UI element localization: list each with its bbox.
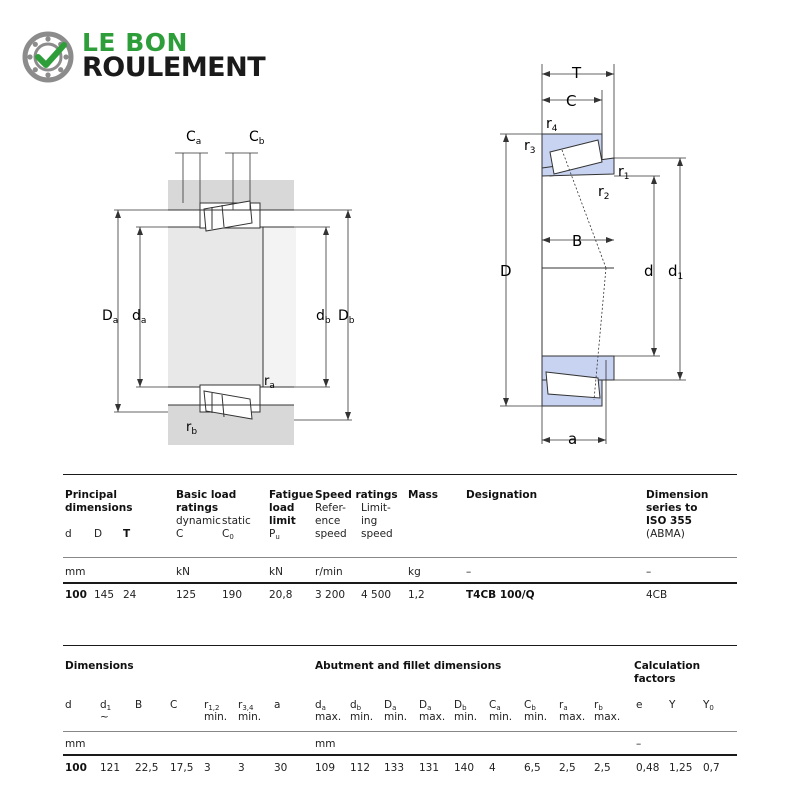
- th2-Y0: $Y_0$: [703, 699, 714, 712]
- label-rb: $r_b$: [186, 420, 198, 437]
- label-r4: $r_4$: [546, 116, 558, 134]
- label-db: $d_b$: [316, 308, 331, 326]
- label-ca: $C_a$: [186, 129, 202, 147]
- th2-da: $d_a$: [315, 699, 326, 712]
- label-cb: $C_b$: [249, 129, 265, 147]
- th2-Da1-q: min.: [384, 711, 408, 723]
- th2-r34-min: min.: [238, 711, 262, 723]
- th2-C: C: [170, 699, 178, 711]
- label-r2: $r_2$: [598, 184, 610, 202]
- th-refer: Refer-: [315, 502, 346, 514]
- th2-d1-tilde: ~: [100, 711, 109, 723]
- cell2-a: 30: [274, 762, 288, 774]
- th2-d1: $d_1$: [100, 699, 112, 712]
- cell2-db: 112: [350, 762, 371, 774]
- th-Pu: $P_u$: [269, 528, 280, 541]
- th2-ra: $r_a$: [559, 699, 568, 712]
- cell-series: 4CB: [646, 589, 668, 601]
- th2-db: $d_b$: [350, 699, 362, 712]
- cell2-r12: 3: [204, 762, 211, 774]
- th2-dimensions: Dimensions: [65, 660, 134, 672]
- logo-line1: LE BON: [82, 28, 188, 57]
- label-T: T: [572, 64, 582, 82]
- th-C: C: [176, 528, 184, 540]
- th2-e: e: [636, 699, 643, 711]
- th-ratings: ratings: [176, 502, 219, 514]
- th2-Da2: $D_a$: [419, 699, 432, 712]
- brand-logo[interactable]: [22, 28, 302, 84]
- th-principal: Principal: [65, 489, 117, 501]
- th2-r12: $r_{1,2}$: [204, 699, 220, 712]
- cell-mass: 1,2: [408, 589, 425, 601]
- th-iso: ISO 355: [646, 515, 692, 527]
- th2-Cb-q: min.: [524, 711, 548, 723]
- cell-designation[interactable]: T4CB 100/Q: [466, 589, 535, 601]
- th2-Da1: $D_a$: [384, 699, 397, 712]
- abutment-drawing: [100, 115, 370, 455]
- th2-r12-min: min.: [204, 711, 228, 723]
- unit-mm: mm: [65, 566, 86, 578]
- th2-rb: $r_b$: [594, 699, 603, 712]
- unit-rmin: r/min: [315, 566, 343, 578]
- th-limit: limit: [269, 515, 296, 527]
- logo-line2: ROULEMENT: [82, 52, 266, 83]
- th2-Db: $D_b$: [454, 699, 467, 712]
- table1-mid-rule: [63, 557, 737, 558]
- th2-a: a: [274, 699, 281, 711]
- table2-row-rule: [63, 754, 737, 756]
- unit-kn2: kN: [269, 566, 283, 578]
- th2-B: B: [135, 699, 143, 711]
- cell2-Y0: 0,7: [703, 762, 720, 774]
- label-a: a: [568, 430, 578, 448]
- label-D: D: [500, 262, 512, 280]
- label-r1: $r_1$: [618, 164, 630, 182]
- th-limit2: Limit-: [361, 502, 391, 514]
- th-designation: Designation: [466, 489, 538, 501]
- th2-d: d: [65, 699, 72, 711]
- unit-kg: kg: [408, 566, 421, 578]
- cell2-r34: 3: [238, 762, 245, 774]
- th-ence: ence: [315, 515, 341, 527]
- bearing-section-drawing: [490, 60, 710, 450]
- unit2-mm2: mm: [315, 738, 336, 750]
- table2-mid-rule: [63, 731, 737, 732]
- cell2-Ca: 4: [489, 762, 496, 774]
- table1-row-rule: [63, 582, 737, 584]
- th2-r34: $r_{3,4}$: [238, 699, 254, 712]
- th-D: D: [94, 528, 103, 540]
- th2-db-q: min.: [350, 711, 374, 723]
- th-static: static: [222, 515, 251, 527]
- unit2-mm1: mm: [65, 738, 86, 750]
- label-Da: $D_a$: [102, 308, 119, 326]
- cell-lim-speed: 4 500: [361, 589, 392, 601]
- cell2-d1: 121: [100, 762, 121, 774]
- cell-d: 100: [65, 589, 87, 601]
- cell2-Db: 140: [454, 762, 475, 774]
- cell-ref-speed: 3 200: [315, 589, 346, 601]
- label-ra: $r_a$: [264, 374, 275, 391]
- th-basic: Basic load: [176, 489, 237, 501]
- th-series-to: series to: [646, 502, 698, 514]
- cell2-ra: 2,5: [559, 762, 576, 774]
- table1-top-rule: [63, 474, 737, 475]
- th-dimension-series: Dimension: [646, 489, 709, 501]
- unit2-dash: –: [636, 738, 642, 750]
- th-abma: (ABMA): [646, 528, 685, 540]
- th-dynamic: dynamic: [176, 515, 221, 527]
- th-T: T: [123, 528, 131, 540]
- th2-Y: Y: [669, 699, 676, 711]
- label-d: d: [644, 262, 654, 280]
- th2-Ca-q: min.: [489, 711, 513, 723]
- label-da: $d_a$: [132, 308, 147, 326]
- cell2-e: 0,48: [636, 762, 660, 774]
- cell2-rb: 2,5: [594, 762, 611, 774]
- label-d1: $d_1$: [668, 262, 684, 282]
- unit-dash1: –: [466, 566, 472, 578]
- th-d: d: [65, 528, 72, 540]
- cell2-Y: 1,25: [669, 762, 693, 774]
- cell2-da: 109: [315, 762, 336, 774]
- cell2-Da1: 133: [384, 762, 405, 774]
- label-r3: $r_3$: [524, 138, 536, 156]
- th-mass: Mass: [408, 489, 439, 501]
- cell-Pu: 20,8: [269, 589, 293, 601]
- th2-rb-q: max.: [594, 711, 621, 723]
- th2-ra-q: max.: [559, 711, 586, 723]
- th-ing: ing: [361, 515, 378, 527]
- th2-Db-q: min.: [454, 711, 478, 723]
- th2-Ca: $C_a$: [489, 699, 501, 712]
- th2-abutment: Abutment and fillet dimensions: [315, 660, 502, 672]
- cell2-Da2: 131: [419, 762, 440, 774]
- table2-top-rule: [63, 645, 737, 646]
- th-dimensions: dimensions: [65, 502, 133, 514]
- cell-C0: 190: [222, 589, 243, 601]
- bearing-check-icon: [22, 30, 76, 84]
- label-Db: $D_b$: [338, 308, 355, 326]
- th2-calc: Calculation: [634, 660, 701, 672]
- th2-Cb: $C_b$: [524, 699, 536, 712]
- unit-dash2: –: [646, 566, 652, 578]
- th-load: load: [269, 502, 295, 514]
- th2-Da2-q: max.: [419, 711, 446, 723]
- cell2-Cb: 6,5: [524, 762, 541, 774]
- cell-D: 145: [94, 589, 115, 601]
- th2-factors: factors: [634, 673, 676, 685]
- cell2-C: 17,5: [170, 762, 194, 774]
- cell-C: 125: [176, 589, 197, 601]
- unit-kn1: kN: [176, 566, 190, 578]
- th-fatigue: Fatigue: [269, 489, 314, 501]
- th-speed: speed: [315, 528, 347, 540]
- th-C0: $C_0$: [222, 528, 234, 541]
- cell2-B: 22,5: [135, 762, 159, 774]
- label-B: B: [572, 232, 583, 250]
- cell2-d: 100: [65, 762, 87, 774]
- th-speed2: speed: [361, 528, 393, 540]
- th2-da-q: max.: [315, 711, 342, 723]
- th-speed-ratings: Speed ratings: [315, 489, 398, 501]
- label-C: C: [566, 92, 577, 110]
- cell-T: 24: [123, 589, 137, 601]
